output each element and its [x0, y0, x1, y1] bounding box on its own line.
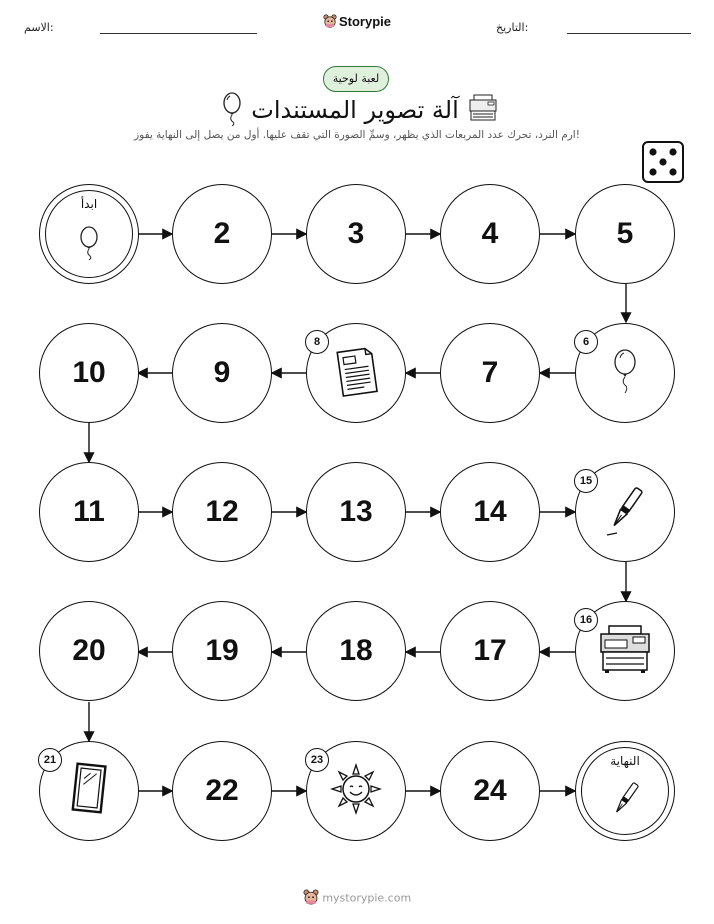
- space-number: 5: [616, 217, 634, 250]
- name-label: الاسم:: [24, 21, 54, 34]
- space-number: 10: [72, 356, 106, 389]
- document-icon: [332, 344, 380, 402]
- space-number: 11: [73, 495, 105, 528]
- sun-icon: [330, 763, 382, 819]
- footer: [0, 889, 714, 908]
- space-number: 12: [205, 495, 239, 528]
- space-badge: 6: [574, 330, 598, 354]
- board-space[interactable]: [306, 462, 406, 562]
- copier-icon: [597, 624, 653, 678]
- game-type-badge: لعبة لوحية: [323, 66, 389, 92]
- board-space[interactable]: [575, 184, 675, 284]
- brand-name: Storypie: [338, 14, 391, 29]
- board-space-start[interactable]: [39, 184, 139, 284]
- space-badge: 16: [574, 608, 598, 632]
- board-space[interactable]: [306, 601, 406, 701]
- board-space-picture[interactable]: [575, 462, 675, 562]
- space-number: 7: [481, 356, 499, 389]
- frame-icon: [69, 761, 109, 821]
- space-number: 4: [481, 217, 499, 250]
- space-number: 14: [473, 495, 507, 528]
- end-label: النهاية: [610, 754, 640, 768]
- board-space[interactable]: [39, 462, 139, 562]
- board-space-end[interactable]: [575, 741, 675, 841]
- space-number: 3: [347, 217, 365, 250]
- space-number: 17: [473, 634, 507, 667]
- board-space[interactable]: [440, 462, 540, 562]
- space-number: 24: [473, 774, 507, 807]
- board-space-picture[interactable]: [575, 601, 675, 701]
- board-space[interactable]: [440, 741, 540, 841]
- board-space[interactable]: [39, 323, 139, 423]
- board-space[interactable]: [306, 184, 406, 284]
- space-number: 20: [72, 634, 106, 667]
- board-space[interactable]: [440, 323, 540, 423]
- board-space-picture[interactable]: [306, 323, 406, 423]
- space-number: 2: [213, 217, 231, 250]
- space-badge: 15: [574, 469, 598, 493]
- space-number: 18: [339, 634, 373, 667]
- board-space[interactable]: [172, 601, 272, 701]
- footer-url[interactable]: mystorypie.com: [322, 891, 412, 905]
- pen-icon: [603, 483, 647, 541]
- board-space[interactable]: [440, 184, 540, 284]
- bear-icon: [303, 889, 319, 908]
- date-label: التاريخ:: [496, 21, 529, 34]
- board-space[interactable]: [440, 601, 540, 701]
- board-space-picture[interactable]: [39, 741, 139, 841]
- space-badge: 8: [305, 330, 329, 354]
- space-number: 9: [213, 356, 231, 389]
- space-number: 22: [205, 774, 239, 807]
- instructions: ارم النرد، تحرك عدد المربعات الذي يظهر، وسمِّ الصورة التي تقف عليها. أول من يصل إلى النهاية يفوز!: [134, 129, 580, 141]
- space-number: 13: [339, 495, 373, 528]
- balloon-icon: [613, 349, 637, 397]
- board-space[interactable]: [172, 323, 272, 423]
- board-space[interactable]: [39, 601, 139, 701]
- start-label: ابدأ: [80, 197, 98, 211]
- space-badge: 21: [38, 748, 62, 772]
- board-space[interactable]: [172, 741, 272, 841]
- board-space-picture[interactable]: [575, 323, 675, 423]
- board-space[interactable]: [172, 462, 272, 562]
- page-title: آلة تصوير المستندات: [251, 96, 459, 124]
- space-badge: 23: [305, 748, 329, 772]
- board-space[interactable]: [172, 184, 272, 284]
- board-space-picture[interactable]: [306, 741, 406, 841]
- space-number: 19: [205, 634, 239, 667]
